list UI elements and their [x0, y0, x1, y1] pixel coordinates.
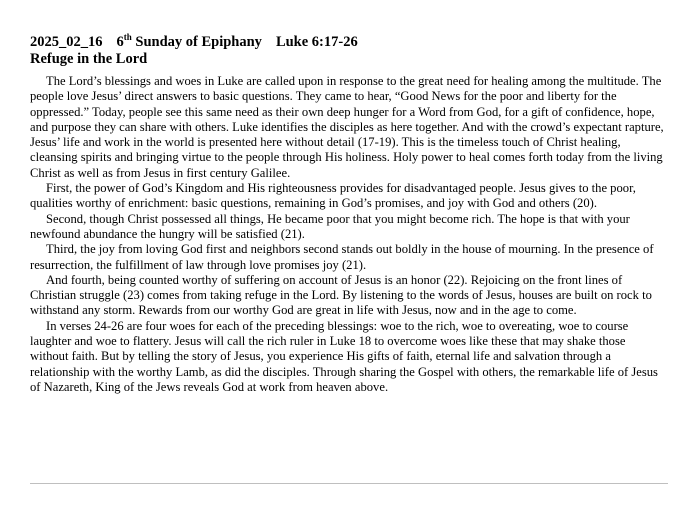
paragraph-second: Second, though Christ possessed all things, He became poor that you might become rich. The hope is that with your newfound abundance the hungry will be satisfied (21).: [30, 211, 630, 241]
sunday-number: 6: [116, 34, 124, 50]
sermon-body: [30, 74, 666, 395]
sunday-name: Sunday of Epiphany: [135, 34, 262, 50]
sunday-ordinal-suffix: th: [123, 32, 132, 43]
footer-divider: [30, 483, 668, 484]
paragraph-intro: The Lord’s blessings and woes in Luke are called upon in response to the great need for healing among the multitude. The people love Jesus’ direct answers to basic questions. They came to hear, “Good News for the poor and liberty for the oppressed.” Today, people see this same need as their own deep hunger for a Word from God, for a gift of confidence, hope, and purpose they can share with others. Luke identifies the disciples as here together. And with the crowd’s expectant rapture, Jesus’ life and work in the world is presented here without detail (17-19). This is the timeless touch of Christ healing, cleansing spirits and bringing virtue to the people through His holiness. Holy power to heal comes forth today from the living Christ as well as from Jesus in first century Galilee.: [30, 74, 664, 180]
document-page: [30, 34, 666, 395]
sermon-title: Refuge in the Lord: [30, 51, 148, 67]
paragraph-first: First, the power of God’s Kingdom and His righteousness provides for disadvantaged people. Jesus gives to the poor, qualities worthy of enrichment: basic questions, remaining in God’s promises, and joy with God and others (20).: [30, 181, 636, 211]
sermon-date: 2025_02_16: [30, 34, 103, 50]
paragraph-fourth: And fourth, being counted worthy of suffering on account of Jesus is an honor (22). Rejoicing on the front lines of Christian struggle (23) comes from taking refuge in the Lord. By listening to the words of Jesus, houses are built on rock to withstand any storm. Rewards from our worthy God are great in life with Jesus, now and in the age to come.: [30, 272, 652, 318]
paragraph-third: Third, the joy from loving God first and neighbors second stands out boldly in the house of mourning. In the presence of resurrection, the fulfillment of law through love promises joy (21).: [30, 242, 654, 272]
header-line: [30, 34, 666, 51]
scripture-reference: Luke 6:17-26: [275, 34, 358, 50]
paragraph-woes: In verses 24-26 are four woes for each of the preceding blessings: woe to the rich, woe to overeating, woe to course laughter and woe to flattery. Jesus will call the rich ruler in Luke 18 to overcome woes like these that may shake those without faith. But by telling the story of Jesus, you experience His gifts of faith, eternal life and salvation through a relationship with the worthy Lamb, as did the disciples. Through sharing the Gospel with others, the remarkable life of Jesus of Nazareth, King of the Jews reveals God at work from heaven above.: [30, 318, 658, 394]
